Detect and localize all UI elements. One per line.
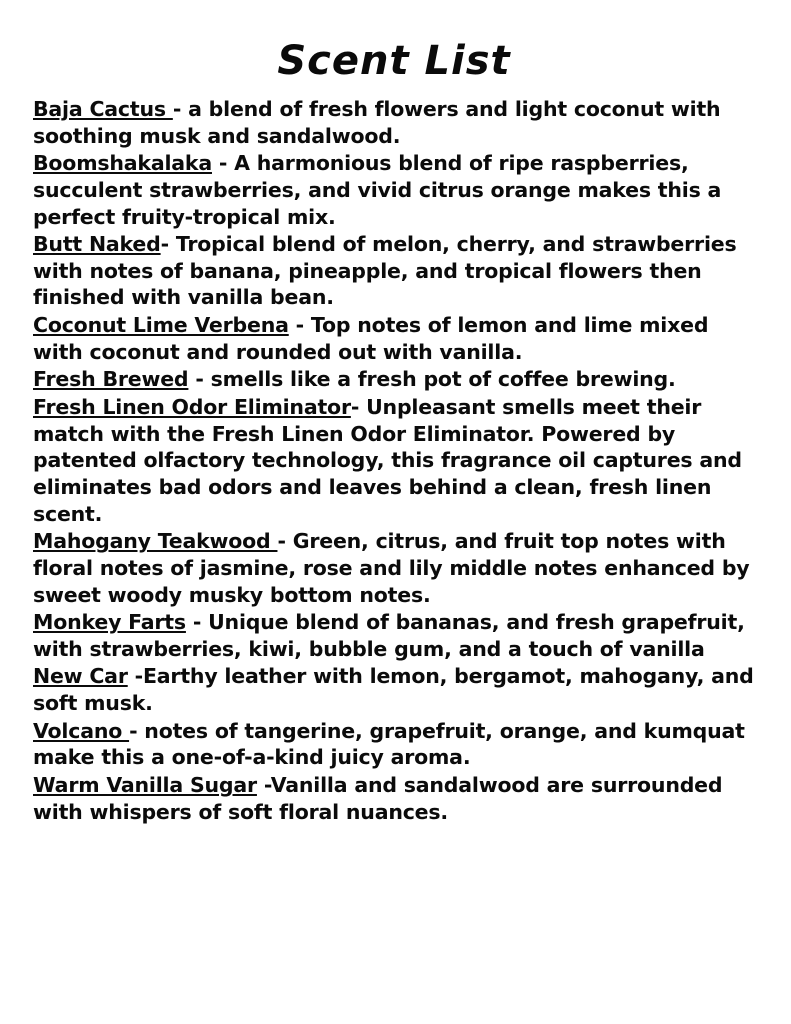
scent-name: Boomshakalaka xyxy=(33,151,212,176)
list-item xyxy=(33,96,755,149)
list-item xyxy=(33,394,755,527)
scent-name: Monkey Farts xyxy=(33,610,186,635)
scent-name: Volcano xyxy=(33,718,130,743)
scent-description: - Tropical blend of melon, cherry, and strawberries with notes of banana, pineapple, and tropical flowers then finished with vanilla bean. xyxy=(33,232,737,310)
scent-name: Butt Naked xyxy=(33,232,161,257)
scent-name: Coconut Lime Verbena xyxy=(33,313,289,338)
scent-name: Fresh Brewed xyxy=(33,367,189,392)
scent-list xyxy=(33,96,755,825)
list-item xyxy=(33,366,755,393)
scent-description: -Vanilla and sandalwood are surrounded with whispers of soft floral nuances. xyxy=(33,773,723,824)
scent-description: - a blend of fresh flowers and light coconut with soothing musk and sandalwood. xyxy=(33,97,721,148)
scent-description: -Earthy leather with lemon, bergamot, mahogany, and soft musk. xyxy=(33,664,754,716)
scent-name: Fresh Linen Odor Eliminator xyxy=(33,395,351,420)
scent-name: Warm Vanilla Sugar xyxy=(33,773,257,798)
scent-description: - Unpleasant smells meet their match with the Fresh Linen Odor Eliminator. Powered by patented olfactory technology, this fragrance oil captures and eliminates bad odors and leaves behind a clean, fresh linen scent. xyxy=(33,395,742,526)
list-item xyxy=(33,312,755,365)
list-item xyxy=(33,663,755,716)
scent-description: - Top notes of lemon and lime mixed with coconut and rounded out with vanilla. xyxy=(33,313,709,364)
scent-description: - Green, citrus, and fruit top notes with floral notes of jasmine, rose and lily middle notes enhanced by sweet woody musky bottom notes. xyxy=(33,529,750,607)
page-title: Scent List xyxy=(277,38,511,84)
scent-name: Baja Cactus xyxy=(33,97,173,121)
list-item xyxy=(33,528,755,608)
list-item xyxy=(33,609,755,662)
scent-name: Mahogany Teakwood xyxy=(33,529,278,554)
scent-name: New Car xyxy=(33,664,128,689)
list-item xyxy=(33,231,755,311)
scent-description: - smells like a fresh pot of coffee brewing. xyxy=(188,367,676,392)
list-item xyxy=(33,718,755,771)
list-item xyxy=(33,150,755,230)
scent-description: - Unique blend of bananas, and fresh grapefruit, with strawberries, kiwi, bubble gum, and a touch of vanilla xyxy=(33,610,745,661)
scent-description: - A harmonious blend of ripe raspberries, succulent strawberries, and vivid citrus orange makes this a perfect fruity-tropical mix. xyxy=(33,151,722,229)
list-item xyxy=(33,772,755,825)
scent-description: - notes of tangerine, grapefruit, orange, and kumquat make this a one-of-a-kind juicy aroma. xyxy=(33,718,745,770)
